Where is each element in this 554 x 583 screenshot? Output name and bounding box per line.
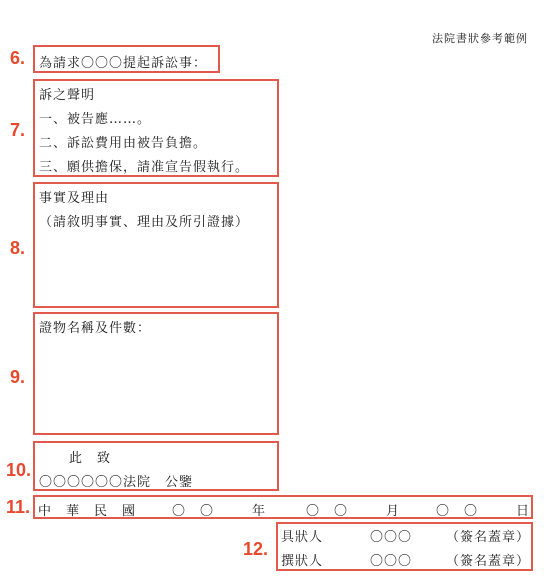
date-month-value: 〇 〇	[306, 504, 349, 519]
section-number-10: 10.	[6, 460, 32, 480]
section-12-box	[276, 522, 533, 571]
date-year-value: 〇 〇	[172, 504, 215, 519]
drafter-signature-note: （簽名蓋章）	[446, 554, 531, 569]
filer-role: 具狀人	[281, 530, 324, 545]
filer-name: 〇〇〇	[370, 530, 413, 545]
section-8-box	[33, 182, 279, 308]
drafter-name: 〇〇〇	[370, 554, 413, 569]
court-addressee: 〇〇〇〇〇〇法院 公鑒	[39, 475, 194, 490]
filer-signature-note: （簽名蓋章）	[446, 530, 531, 545]
claim-line-1: 一、被告應……。	[39, 112, 152, 127]
date-day-label: 日	[516, 504, 531, 519]
date-year-label: 年	[252, 504, 267, 519]
drafter-role: 撰狀人	[281, 554, 324, 569]
section-number-7: 7.	[10, 120, 26, 140]
claim-heading: 訴之聲明	[39, 88, 96, 103]
claim-line-2: 二、訴訟費用由被告負擔。	[39, 136, 208, 151]
section-number-12: 12.	[243, 539, 269, 559]
date-era-prefix: 中 華 民 國	[38, 504, 137, 519]
claim-intro-text: 為請求〇〇〇提起訴訟事：	[39, 56, 208, 71]
section-number-11: 11.	[6, 497, 31, 517]
section-9-box	[33, 312, 279, 435]
section-number-6: 6.	[10, 48, 26, 68]
date-day-value: 〇 〇	[436, 504, 479, 519]
section-6-box	[33, 45, 220, 73]
facts-reasons-title: 事實及理由	[39, 191, 110, 206]
section-10-box	[33, 441, 279, 491]
facts-reasons-note: （請敘明事實、理由及所引證據）	[39, 215, 250, 230]
document-reference-label: 法院書狀參考範例	[432, 32, 528, 45]
claim-line-3: 三、願供擔保，請准宣告假執行。	[39, 160, 250, 175]
section-number-8: 8.	[10, 238, 26, 258]
section-number-9: 9.	[10, 367, 26, 387]
evidence-title: 證物名稱及件數：	[39, 321, 152, 336]
section-7-box	[33, 79, 279, 177]
salutation-line: 此 致	[69, 451, 112, 466]
date-month-label: 月	[386, 504, 401, 519]
